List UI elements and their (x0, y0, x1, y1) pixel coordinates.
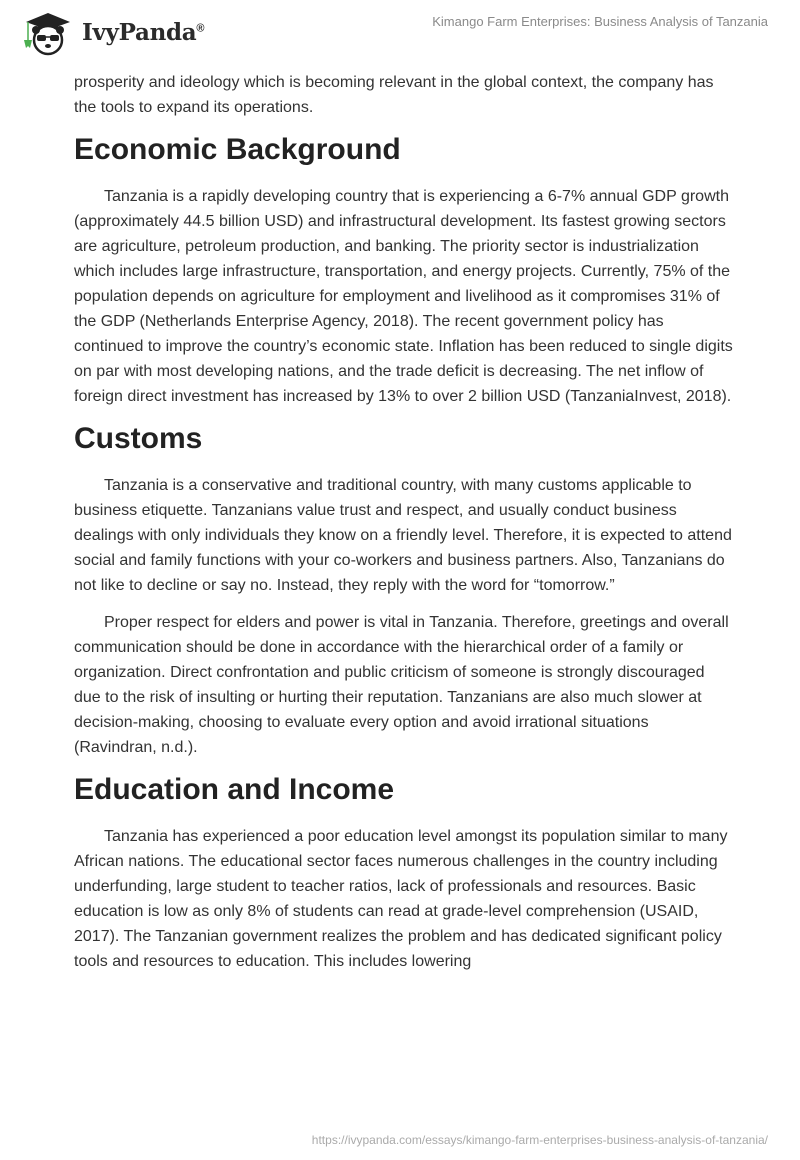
registered-mark: ® (196, 21, 205, 34)
paragraph: Tanzania is a rapidly developing country that is experiencing a 6-7% annual GDP growth (approximately 44.5 billion USD) and infrastructural development. Its fastest growing sectors are agriculture, petroleum production, and banking. The priority sector is industrialization which includes large infrastructure, transportation, and energy projects. Currently, 75% of the population depends on agriculture for employment and livelihood as it compromises 31% of the GDP (Netherlands Enterprise Agency, 2018). The recent government policy has continued to improve the country’s economic state. Inflation has been reduced to single digits on par with most developing nations, and the trade deficit is decreasing. The net inflow of foreign direct investment has increased by 13% to over 2 billion USD (TanzaniaInvest, 2018). (74, 188, 733, 405)
ivypanda-logo[interactable] (16, 8, 204, 56)
source-url[interactable]: https://ivypanda.com/essays/kimango-farm-enterprises-business-analysis-of-tanzania/ (311, 1133, 768, 1147)
heading-customs: Customs (74, 422, 203, 455)
document-title: Kimango Farm Enterprises: Business Analysis of Tanzania (432, 14, 768, 29)
intro-paragraph: prosperity and ideology which is becoming relevant in the global context, the company has the tools to expand its operations. (74, 74, 714, 116)
logo-text: IvyPanda® (82, 18, 205, 46)
page-header (0, 0, 800, 60)
paragraph: Proper respect for elders and power is vital in Tanzania. Therefore, greetings and overall communication should be done in accordance with the hierarchical order of a family or organization. Direct confrontation and public criticism of someone is strongly discouraged due to the risk of insulting or hurting their reputation. Tanzanians are also much slower at decision-making, choosing to evaluate every option and avoid irrational situations (Ravindran, n.d.). (74, 614, 729, 756)
paragraph: Tanzania is a conservative and traditional country, with many customs applicable to business etiquette. Tanzanians value trust and respect, and usually conduct business dealings with only individuals they know on a friendly level. Therefore, it is expected to attend social and family functions with your co-workers and business partners. Also, Tanzanians do not like to decline or say no. Instead, they reply with the word for “tomorrow.” (74, 477, 732, 594)
paragraph: Tanzania has experienced a poor education level amongst its population similar to many African nations. The educational sector faces numerous challenges in the country including underfunding, large student to teacher ratios, lack of professionals and resources. Basic education is low as only 8% of students can read at grade-level comprehension (USAID, 2017). The Tanzanian government realizes the problem and has dedicated significant policy tools and resources to education. This includes lowering (74, 828, 728, 970)
essay-content (74, 70, 734, 986)
panda-graduate-icon (16, 8, 76, 56)
heading-economic-background: Economic Background (74, 133, 401, 166)
heading-education-and-income: Education and Income (74, 773, 395, 806)
